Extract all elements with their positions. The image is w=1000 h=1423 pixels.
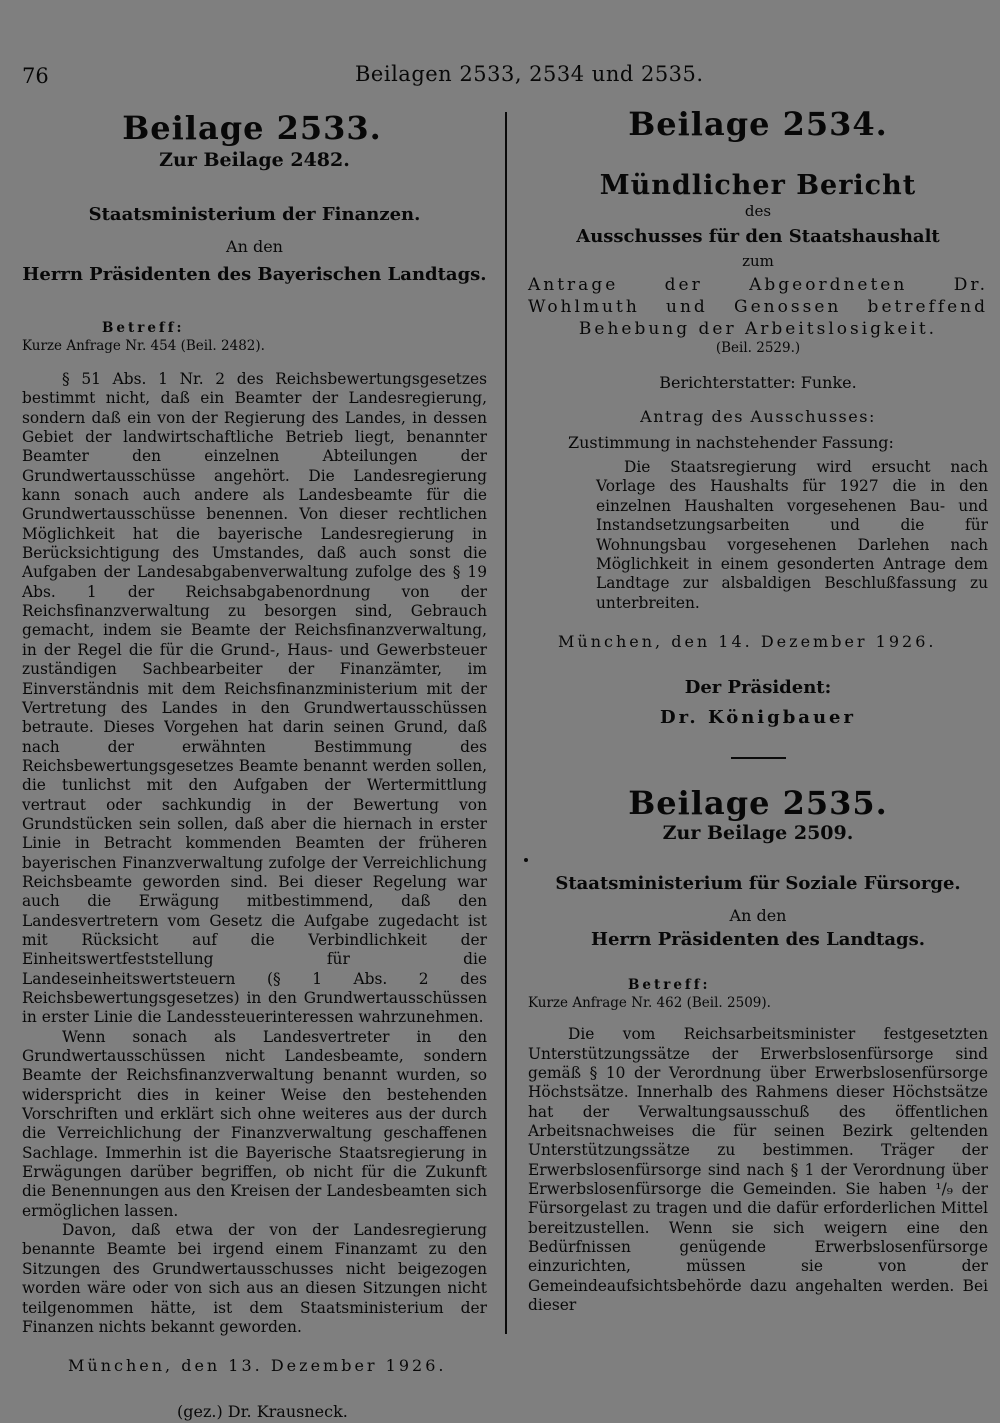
zum: zum — [742, 252, 774, 270]
running-title: Beilagen 2533, 2534 und 2535. — [355, 62, 704, 86]
addressee-2: Herrn Präsidenten des Landtags. — [590, 929, 926, 951]
left-column — [22, 108, 487, 1423]
body-text-2 — [528, 1025, 988, 1315]
resolution — [528, 458, 988, 613]
resolution-text: Die Staatsregierung wird ersucht nach Vorlage des Haushalts für 1927 die in den einzelnen Haushalten vorgesehenen Bau- und Instandsetzungsarbeiten und die für Wohnungsbau vorgesehenen Darlehen nach Möglichkeit in einem gesonderten Antrage dem Landtage zur alsbaldigen Beschlußfassung zu unterbreiten. — [596, 458, 988, 612]
document-subtitle-2: Zur Beilage 2509. — [662, 822, 854, 845]
betreff-label: Betreff: — [102, 320, 185, 336]
betreff-text: Kurze Anfrage Nr. 454 (Beil. 2482). — [22, 338, 265, 354]
paragraph: Davon, daß etwa der von der Landesregierung benannte Beamte bei irgend einem Finanzamt zu den Sitzungen des Grundwertausschusses nicht beigezogen worden wäre oder von sich aus an diesen Sitzungen nicht teilgenommen hätte, ist dem Staatsministerium der Finanzen nichts bekannt geworden. — [22, 1221, 487, 1336]
right-column — [528, 104, 988, 1315]
motion: Antrage der Abgeordneten Dr. Wohlmuth und Genossen betreffend Behebung der Arbeitslosigkeit. — [528, 275, 988, 339]
place-date: München, den 13. Dezember 1926. — [68, 1356, 447, 1376]
president-name: Dr. Königbauer — [659, 707, 856, 729]
des: des — [744, 202, 772, 220]
reporter: Berichterstatter: Funke. — [659, 373, 857, 392]
document-title: Beilage 2534. — [628, 105, 888, 143]
signature: (gez.) Dr. Krausneck. — [177, 1402, 348, 1422]
paragraph: Die vom Reichsarbeitsminister festgesetzten Unterstützungssätze der Erwerbslosenfürsorge sind gemäß § 10 der Verordnung über Erwerbslosenfürsorge Höchstsätze. Innerhalb des Rahmens dieser Höchstsätze hat der Verwaltungsausschuß des öffentlichen Arbeitsnachweises die für seinen Bezirk geltenden Unterstützungssätze zu bestimmen. Träger der Erwerbslosenfürsorge sind nach § 1 der Verordnung über Erwerbslosenfürsorge die Gemeinden. Sie haben ¹/₉ der Fürsorgelast zu tragen und die dafür erforderlichen Mittel bereitzustellen. Wenn sie sich weigern eine den Bedürfnissen genügende Erwerbslosenfürsorge einzurichten, müssen sie von der Gemeindeaufsichtsbehörde dazu angehalten werden. Bei dieser — [528, 1025, 988, 1315]
zustimmung: Zustimmung in nachstehender Fassung: — [568, 433, 894, 452]
section-divider — [731, 757, 786, 759]
body-text — [22, 370, 487, 1337]
paragraph: § 51 Abs. 1 Nr. 2 des Reichsbewertungsgesetzes bestimmt nicht, daß ein Beamter der Landesregierung, sondern daß ein von der Regierung des Landes, in dessen Gebiet der landwirtschaftliche Betrieb liegt, benannter Beamter den einzelnen Abteilungen der Grundwertausschüsse angehört. Die Landesregierung kann sonach auch andere als Landesbeamte für die Grundwertausschüsse benennen. Von dieser rechtlichen Möglichkeit hat die bayerische Landesregierung in Berücksichtigung des Umstandes, daß auch sonst die Aufgaben der Landesabgabenverwaltung zufolge des § 19 Abs. 1 der Reichsabgabenordnung von der Reichsfinanzverwaltung zu besorgen sind, Gebrauch gemacht, indem sie Beamte der Reichsfinanzverwaltung, in der Regel die für die Grund-, Haus- und Gewerbsteuer zuständigen Sachbearbeiter der Finanzämter, im Einverständnis mit dem Reichsfinanzministerium mit der Vertretung des Landes in den Grundwertausschüssen betraute. Dieses Vorgehen hat darin seinen Grund, daß nach der erwähnten Bestimmung des Reichsbewertungsgesetzes Beamte benannt werden sollen, die tunlichst mit den Aufgaben der Wertermittlung vertraut oder sachkundig in der Bewertung von Grundstücken sein sollen, daß aber die hiernach in erster Linie in Betracht kommenden Beamten der früheren bayerischen Finanzverwaltung zufolge der Verreichlichung Reichsbeamte geworden sind. Bei dieser Regelung war auch die Erwägung mitbestimmend, daß den Landesvertretern vom Gesetz die Aufgabe zugedacht ist mit Rücksicht auf die Verbindlichkeit der Einheitswertfeststellung für die Landeseinheitswertsteuern (§ 1 Abs. 2 des Reichsbewertungsgesetzes) in den Grundwertausschüssen in erster Linie die Landessteuerinteressen wahrzunehmen. — [22, 370, 487, 1027]
page-number: 76 — [22, 64, 49, 88]
betreff-text-2: Kurze Anfrage Nr. 462 (Beil. 2509). — [528, 995, 771, 1012]
document-subtitle: Zur Beilage 2482. — [159, 149, 350, 171]
place-date: München, den 14. Dezember 1926. — [558, 632, 937, 652]
addressee: Herrn Präsidenten des Bayerischen Landtags. — [22, 264, 487, 285]
document-title-2: Beilage 2535. — [628, 784, 888, 823]
antrag-label: Antrag des Ausschusses: — [640, 407, 876, 426]
motion-ref: (Beil. 2529.) — [715, 340, 801, 356]
an-den-2: An den — [729, 906, 787, 926]
issuing-ministry: Staatsministerium der Finanzen. — [88, 204, 421, 225]
report-title: Mündlicher Bericht — [599, 170, 917, 201]
column-divider — [505, 112, 507, 1334]
betreff-label-2: Betreff: — [628, 977, 711, 994]
issuing-ministry-2: Staatsministerium für Soziale Fürsorge. — [555, 873, 961, 895]
an-den: An den — [226, 237, 283, 256]
document-title: Beilage 2533. — [122, 109, 382, 147]
president-label: Der Präsident: — [684, 677, 832, 699]
committee: Ausschusses für den Staatshaushalt — [576, 226, 940, 247]
paragraph: Wenn sonach als Landesvertreter in den Grundwertausschüssen nicht Landesbeamte, sondern Beamte der Reichsfinanzverwaltung benannt wurden, so widerspricht dies in keiner Weise den bestehenden Vorschriften und erklärt sich ohne weiteres aus der durch die Verreichlichung der Finanzverwaltung geschaffenen Sachlage. Immerhin ist die Bayerische Staatsregierung in Erwägungen darüber begriffen, ob nicht für die Zukunft die Benennungen aus den Kreisen der Landesbeamten sich ermöglichen lassen. — [22, 1027, 487, 1220]
